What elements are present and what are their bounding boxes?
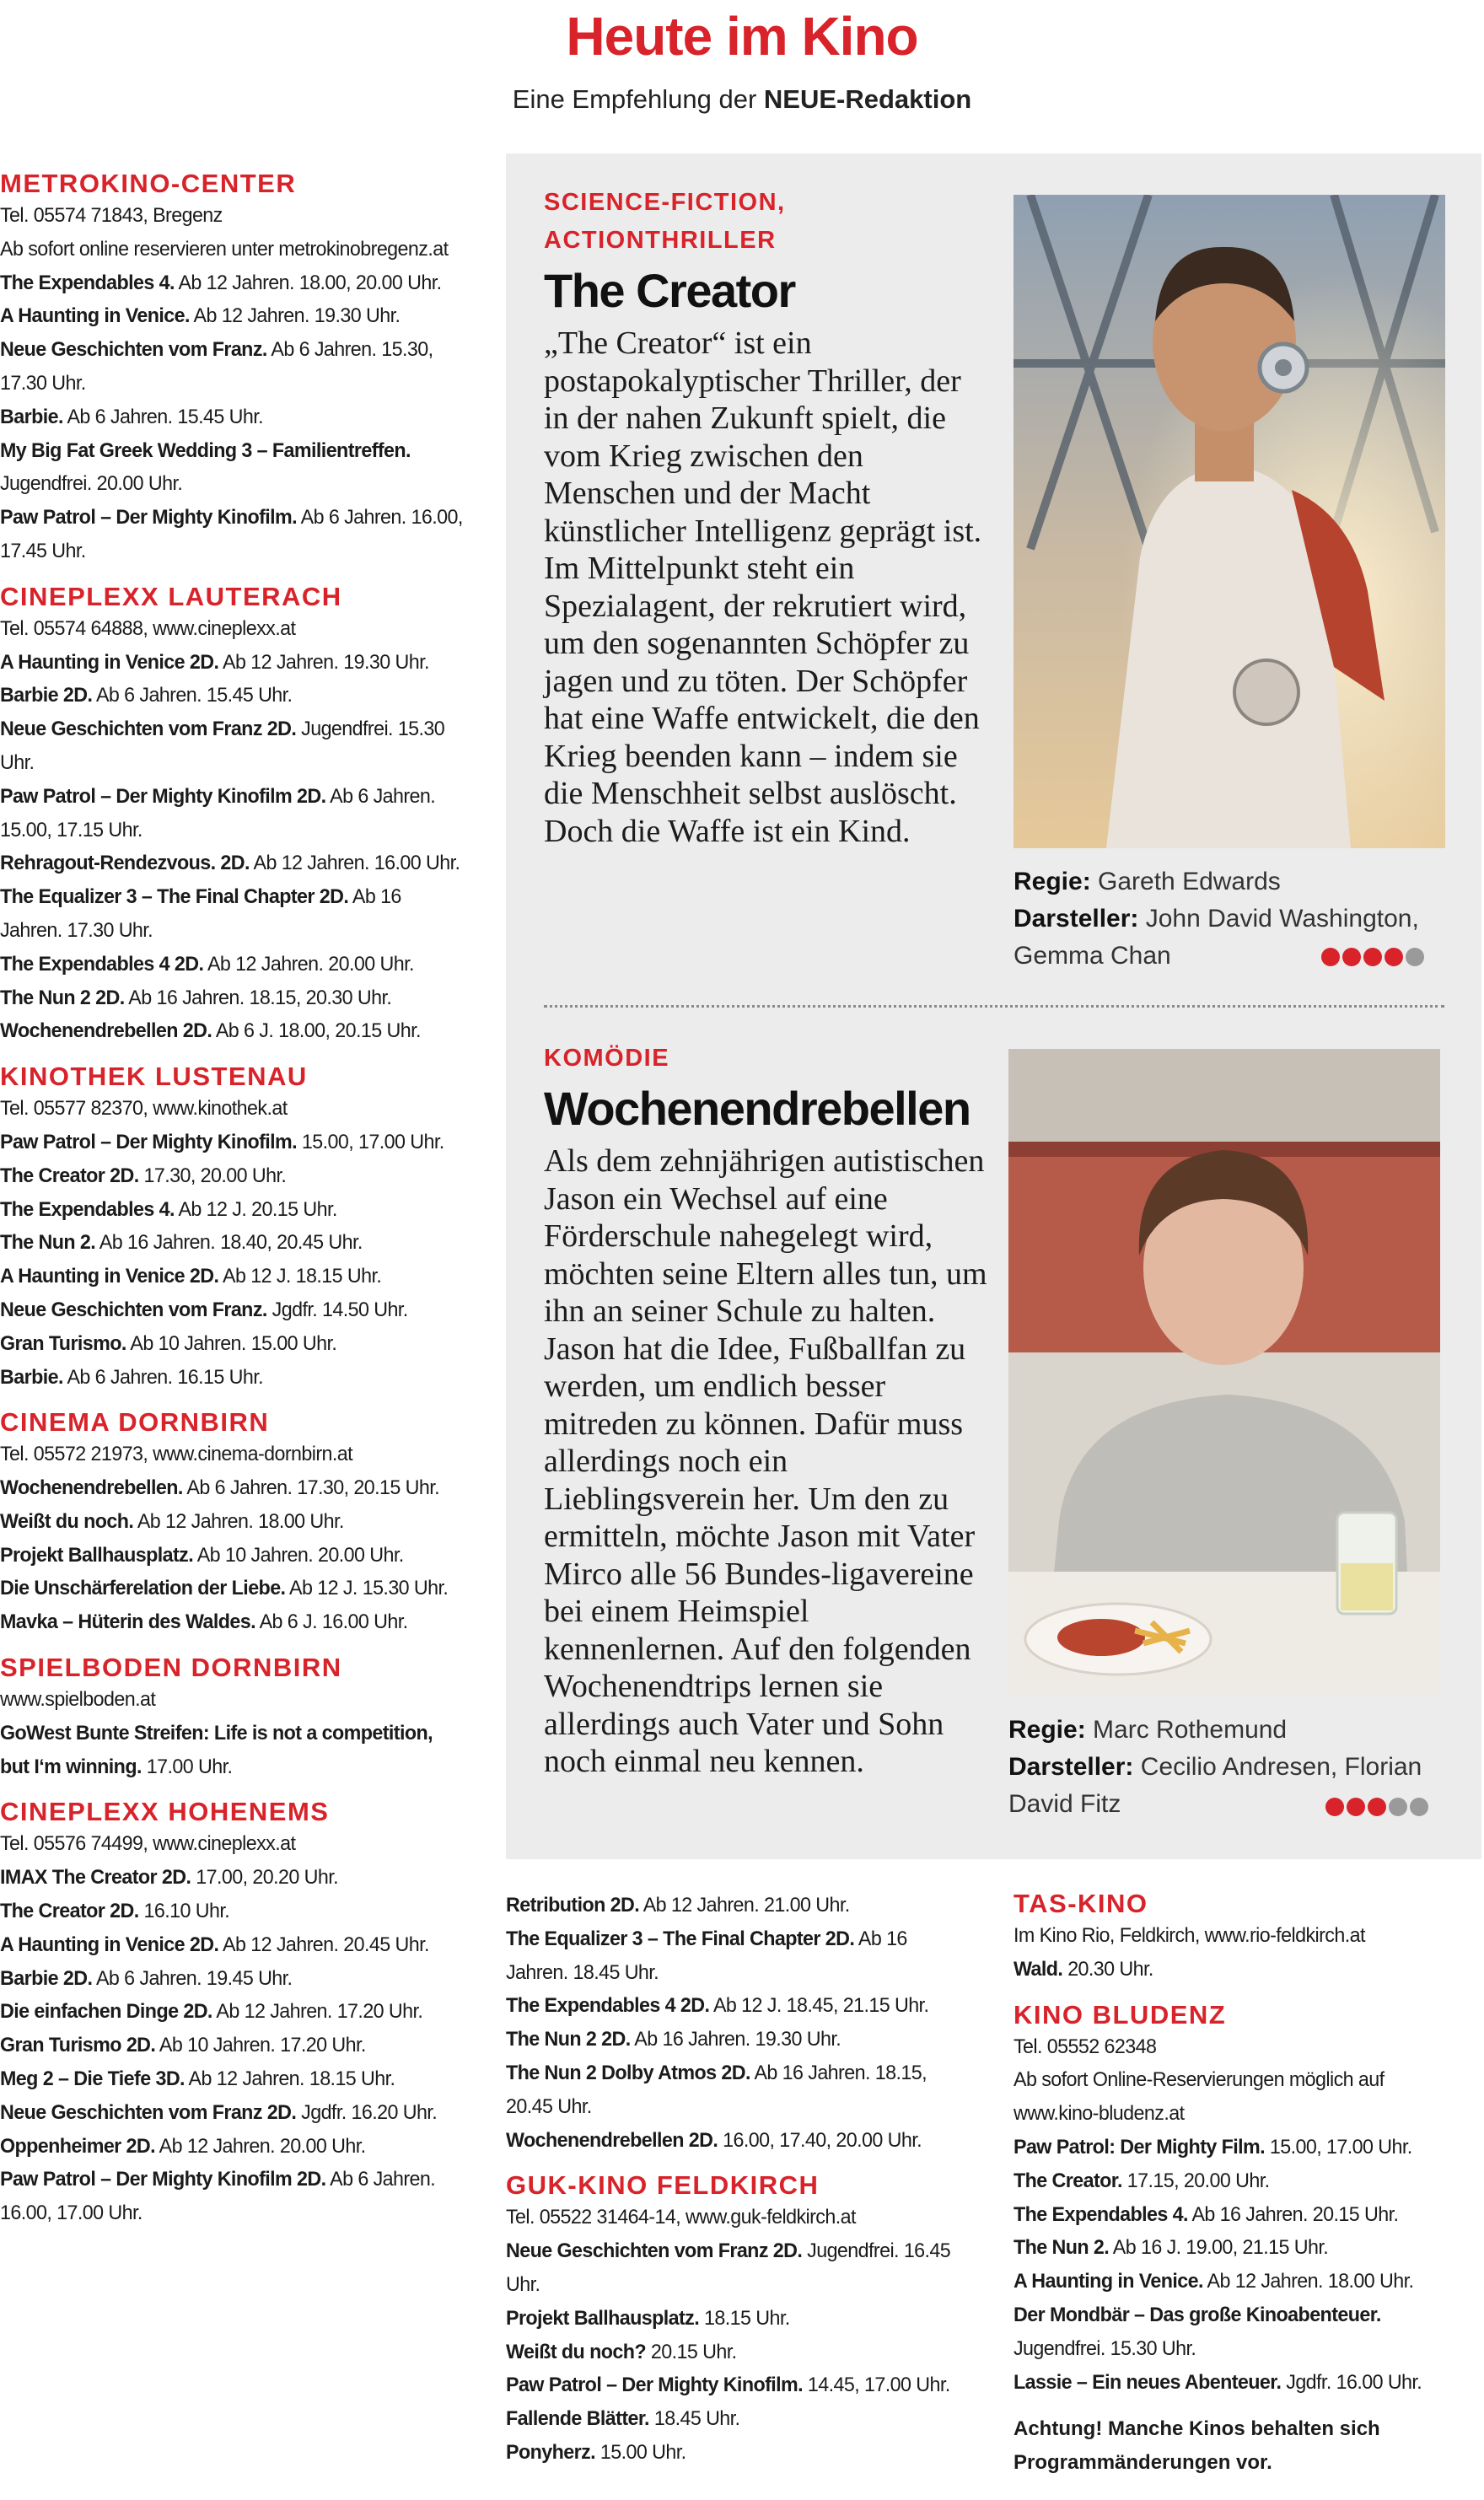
listing-entry (0, 1293, 466, 1327)
showtimes: Ab 12 J. 18.15 Uhr. (218, 1265, 382, 1288)
showtimes: Jgdfr. 16.20 Uhr. (296, 2100, 438, 2124)
listing-entry (0, 501, 466, 568)
cinema-contact: Ab sofort online reservieren unter metrokinobregenz.at (0, 237, 449, 261)
listing-entry (506, 1989, 964, 2023)
listing-entry (0, 1962, 466, 1996)
movie-title: Lassie – Ein neues Abenteuer. (1014, 2370, 1282, 2394)
movie-title: The Nun 2 2D. (0, 986, 125, 1009)
movie-title: Neue Geschichten vom Franz 2D. (0, 2100, 297, 2124)
showtimes: Ab 12 Jahren. 20.45 Uhr. (218, 1933, 429, 1956)
cinema-contact: Tel. 05576 74499, www.cineplexx.at (0, 1832, 296, 1856)
showtimes: Jugendfrei. 20.00 Uhr. (0, 472, 183, 496)
listing-entry (0, 1014, 466, 1048)
movie-title: IMAX The Creator 2D. (0, 1866, 191, 1890)
listing-entry (1014, 2366, 1468, 2400)
cinema-block (0, 1797, 481, 2230)
listing-entry (1014, 1953, 1468, 1987)
listing-entry (0, 880, 466, 948)
cinema-name: GUK-KINO FELDKIRCH (506, 2170, 820, 2201)
showtimes: Ab 12 Jahren. 17.20 Uhr. (212, 2000, 423, 2024)
cinema-name: CINEPLEXX LAUTERACH (0, 581, 342, 611)
movie-title: The Nun 2. (1014, 2236, 1110, 2260)
movie-title: Wald. (1014, 1957, 1063, 1981)
listing-entry (0, 948, 466, 981)
listing-entry (506, 2302, 964, 2336)
listing-entry (0, 712, 466, 780)
movie-title: The Expendables 4. (0, 271, 175, 294)
showtimes: Ab 6 Jahren. 19.45 Uhr. (92, 1966, 293, 1990)
showtimes: Ab 6 Jahren. 17.30, 20.15 Uhr. (182, 1476, 440, 1500)
feature-genre-2: ACTIONTHRILLER (544, 227, 777, 254)
showtimes: 17.15, 20.00 Uhr. (1121, 2169, 1270, 2192)
listing-entry (0, 847, 466, 880)
showtimes: Jgdfr. 14.50 Uhr. (266, 1298, 408, 1321)
cinema-block (506, 2170, 978, 2469)
listing-entry (0, 266, 466, 300)
cinema-block (0, 169, 481, 568)
showtimes: Ab 12 Jahren. 18.15 Uhr. (184, 2067, 395, 2091)
cinema-block (1014, 1889, 1482, 1987)
movie-title: Paw Patrol – Der Mighty Kinofilm 2D. (0, 2168, 326, 2191)
movie-title: A Haunting in Venice 2D. (0, 1933, 219, 1956)
showtimes: Ab 12 Jahren. 20.00 Uhr. (155, 2134, 366, 2158)
showtimes: 15.00, 17.00 Uhr. (297, 1130, 444, 1153)
movie-title: My Big Fat Greek Wedding 3 – Familientreffen. (0, 438, 411, 462)
rating-dot-filled (1321, 948, 1340, 966)
listing-entry (506, 2368, 964, 2402)
movie-title: Paw Patrol: Der Mighty Film. (1014, 2135, 1266, 2159)
movie-title: Die einfachen Dinge 2D. (0, 2000, 212, 2024)
showtimes: 20.15 Uhr. (646, 2340, 737, 2363)
listing-entry (0, 1861, 466, 1895)
showtimes: Ab 12 J. 18.45, 21.15 Uhr. (709, 1994, 929, 2018)
movie-title: Wochenendrebellen 2D. (506, 2128, 718, 2152)
listing-entry (0, 1126, 466, 1159)
cinema-block (0, 1062, 481, 1394)
movie-title: The Expendables 4 2D. (506, 1994, 710, 2018)
cinema-block (0, 1407, 481, 1639)
showtimes: Ab 16 Jahren. 18.15, 20.30 Uhr. (124, 986, 392, 1009)
movie-title: The Nun 2. (0, 1231, 96, 1255)
showtimes: Ab 6 Jahren. 15.00, 17.15 Uhr. (0, 784, 436, 841)
rating-dot-empty (1410, 1798, 1428, 1816)
movie-title: Neue Geschichten vom Franz 2D. (0, 718, 297, 741)
movie-title: Paw Patrol – Der Mighty Kinofilm. (0, 1130, 298, 1153)
regie-value: Marc Rothemund (1085, 1716, 1288, 1744)
rating-dots (1321, 948, 1424, 966)
listing-entry (0, 2062, 466, 2096)
movie-title: The Equalizer 3 – The Final Chapter 2D. (0, 885, 349, 909)
movie-title: The Nun 2 Dolby Atmos 2D. (506, 2061, 750, 2084)
movie-title: A Haunting in Venice 2D. (0, 650, 219, 674)
movie-title: Neue Geschichten vom Franz. (0, 338, 267, 362)
showtimes: Ab 12 Jahren. 20.00 Uhr. (203, 952, 414, 976)
darsteller-value: Cecilio Andresen, Florian David Fitz (1008, 1753, 1422, 1818)
listing-entry (506, 2234, 964, 2302)
rating-dot-filled (1325, 1798, 1344, 1816)
showtimes: Ab 6 Jahren. 15.30, 17.30 Uhr. (0, 338, 433, 395)
showtimes: Ab 6 Jahren. 16.00, 17.45 Uhr. (0, 506, 463, 562)
child-with-headset-photo (1014, 195, 1445, 848)
listing-entry (0, 1605, 466, 1639)
listing-entry (1014, 2131, 1468, 2164)
movie-title: GoWest Bunte Streifen: Life is not a competition, but I‘m winning. (0, 1721, 433, 1778)
listing-entry (0, 1505, 466, 1539)
showtimes: Ab 16 Jahren. 18.45 Uhr. (506, 1927, 907, 1984)
movie-title: Ponyherz. (506, 2440, 596, 2464)
movie-title: Barbie 2D. (0, 684, 93, 707)
showtimes: Ab 16 Jahren. 18.15, 20.45 Uhr. (506, 2061, 927, 2118)
listing-entry (0, 1895, 466, 1928)
listing-entry (1014, 2298, 1468, 2366)
listing-entry (1014, 2231, 1468, 2265)
listing-entry (506, 2402, 964, 2436)
subtitle-bold: NEUE-Redaktion (763, 84, 972, 114)
cinema-contact: Tel. 05574 64888, www.cineplexx.at (0, 616, 296, 640)
cinema-block-continued (506, 1889, 978, 2157)
showtimes: Ab 12 Jahren. 21.00 Uhr. (639, 1894, 850, 1917)
showtimes: Jugendfrei. 15.30 Uhr. (0, 718, 445, 774)
cinema-name: TAS-KINO (1014, 1889, 1148, 1918)
listing-entry (0, 1260, 466, 1293)
movie-title: A Haunting in Venice 2D. (0, 1265, 219, 1288)
movie-title: Paw Patrol – Der Mighty Kinofilm. (0, 506, 298, 530)
rating-dot-filled (1342, 948, 1361, 966)
cinema-block (0, 582, 481, 1048)
feature-divider (544, 1005, 1444, 1008)
showtimes: 18.15 Uhr. (699, 2306, 790, 2330)
listing-entry (506, 2436, 964, 2470)
listing-entry (0, 1159, 466, 1193)
listing-entry (1014, 2198, 1468, 2232)
showtimes: Ab 12 J. 15.30 Uhr. (285, 1577, 449, 1600)
cinema-contact: Tel. 05552 62348 (1014, 2035, 1157, 2058)
movie-title: The Expendables 4 2D. (0, 952, 204, 976)
showtimes: 16.10 Uhr. (138, 1900, 230, 1923)
showtimes: Ab 12 Jahren. 16.00 Uhr. (249, 852, 460, 875)
listing-entry (0, 1717, 466, 1784)
mid-column-listings (506, 1889, 978, 2483)
cinema-block (0, 1653, 481, 1783)
rating-dot-empty (1406, 948, 1424, 966)
listing-entry (506, 2056, 964, 2124)
feature-genre: SCIENCE-FICTION, (544, 189, 786, 216)
showtimes: Ab 12 Jahren. 18.00 Uhr. (1202, 2270, 1414, 2293)
movie-title: A Haunting in Venice. (1014, 2270, 1203, 2293)
listing-entry (0, 2096, 466, 2130)
showtimes: 15.00 Uhr. (595, 2440, 686, 2464)
page-title: Heute im Kino (566, 6, 918, 67)
feature-title: The Creator (544, 264, 795, 317)
showtimes: Ab 10 Jahren. 20.00 Uhr. (193, 1543, 404, 1567)
rating-dot-filled (1347, 1798, 1365, 1816)
feature-title: Wochenendrebellen (544, 1082, 971, 1135)
cinema-name: METROKINO-CENTER (0, 169, 297, 198)
showtimes: Ab 16 Jahren. 17.30 Uhr. (0, 885, 401, 942)
showtimes: Ab 16 Jahren. 20.15 Uhr. (1187, 2202, 1399, 2226)
showtimes: 20.30 Uhr. (1062, 1957, 1153, 1981)
movie-title: Wochenendrebellen. (0, 1476, 183, 1500)
showtimes: Ab 12 Jahren. 18.00 Uhr. (133, 1509, 344, 1533)
regie-label: Regie: (1014, 868, 1091, 895)
movie-title: The Creator 2D. (0, 1164, 139, 1187)
listing-entry (0, 401, 466, 434)
cinema-contact: Tel. 05577 82370, www.kinothek.at (0, 1097, 288, 1121)
showtimes: Ab 6 Jahren. 15.45 Uhr. (92, 684, 293, 707)
darsteller-label: Darsteller: (1014, 905, 1139, 933)
movie-title: The Expendables 4. (0, 1197, 175, 1221)
showtimes: 17.30, 20.00 Uhr. (138, 1164, 287, 1187)
listing-entry (0, 1995, 466, 2029)
movie-title: Neue Geschichten vom Franz 2D. (506, 2239, 803, 2263)
cinema-name: KINO BLUDENZ (1014, 1999, 1227, 2030)
listing-entry (0, 646, 466, 680)
showtimes: 17.00, 20.20 Uhr. (191, 1866, 339, 1890)
left-column-listings (0, 169, 481, 2244)
rating-dot-filled (1363, 948, 1382, 966)
listing-entry (0, 1928, 466, 1962)
feature-wochenendrebellen (544, 1040, 991, 1781)
movie-title: Der Mondbär – Das große Kinoabenteuer. (1014, 2303, 1381, 2326)
darsteller-value: John David Washington, Gemma Chan (1014, 905, 1419, 970)
listing-entry (506, 1922, 964, 1990)
movie-title: Rehragout-Rendezvous. 2D. (0, 852, 250, 875)
showtimes: Ab 6 Jahren. 16.15 Uhr. (62, 1365, 263, 1389)
listing-entry (506, 2023, 964, 2056)
showtimes: Ab 12 Jahren. 18.00, 20.00 Uhr. (174, 271, 442, 294)
movie-title: Barbie. (0, 405, 63, 428)
listing-entry (1014, 2265, 1468, 2298)
showtimes: Ab 12 J. 20.15 Uhr. (174, 1197, 337, 1221)
showtimes: Ab 6 Jahren. 15.45 Uhr. (62, 405, 263, 428)
movie-title: Barbie. (0, 1365, 63, 1389)
feature-the-creator (544, 184, 991, 850)
listing-entry (506, 2336, 964, 2369)
showtimes: Ab 10 Jahren. 17.20 Uhr. (155, 2034, 366, 2057)
showtimes: Ab 16 J. 19.00, 21.15 Uhr. (1109, 2236, 1329, 2260)
darsteller-label: Darsteller: (1008, 1753, 1134, 1781)
showtimes: Ab 16 Jahren. 18.40, 20.45 Uhr. (95, 1231, 363, 1255)
boy-at-table-photo (1008, 1049, 1440, 1695)
listing-entry (506, 2124, 964, 2158)
cinema-contact: Tel. 05522 31464-14, www.guk-feldkirch.at (506, 2206, 856, 2229)
showtimes: 16.00, 17.40, 20.00 Uhr. (718, 2128, 922, 2152)
listing-entry (0, 2130, 466, 2164)
cinema-contact: Tel. 05572 21973, www.cinema-dornbirn.at (0, 1443, 353, 1466)
movie-title: A Haunting in Venice. (0, 304, 190, 328)
showtimes: Ab 16 Jahren. 19.30 Uhr. (630, 2028, 841, 2051)
listing-entry (0, 1327, 466, 1361)
listing-entry (0, 679, 466, 712)
rating-dots (1325, 1798, 1428, 1816)
movie-title: Weißt du noch? (506, 2340, 647, 2363)
movie-title: Paw Patrol – Der Mighty Kinofilm 2D. (0, 784, 326, 808)
listing-entry (0, 1226, 466, 1260)
cinema-block (1014, 2000, 1482, 2400)
showtimes: Ab 6 J. 16.00 Uhr. (255, 1610, 408, 1634)
listing-entry (1014, 2164, 1468, 2198)
cinema-name: CINEMA DORNBIRN (0, 1407, 270, 1438)
programm-notice: Achtung! Manche Kinos behalten sich Programmänderungen vor. (1014, 2417, 1380, 2475)
movie-title: The Creator 2D. (0, 1900, 139, 1923)
listing-entry (0, 2029, 466, 2062)
movie-title: Oppenheimer 2D. (0, 2134, 156, 2158)
cinema-name: SPIELBODEN DORNBIRN (0, 1653, 342, 1683)
listing-entry (0, 780, 466, 847)
cinema-name: CINEPLEXX HOHENEMS (0, 1797, 330, 1827)
movie-title: The Creator. (1014, 2169, 1122, 2192)
movie-title: Weißt du noch. (0, 1509, 134, 1533)
movie-title: The Nun 2 2D. (506, 2028, 631, 2051)
regie-label: Regie: (1008, 1716, 1086, 1744)
feature-text: „The Creator“ ist ein postapokalyptischer Thriller, der in der nahen Zukunft spielt, die vom Krieg zwischen den Menschen und der Macht künstlicher Intelligenz geprägt ist. Im Mittelpunkt steht ein Spezialagent, der rekrutiert wird, um den sogenannten Schöpfer zu jagen und zu töten. Der Schöpfer hat eine Waffe entwickelt, die den Krieg beenden kann – indem sie die Menschheit selbst auslöscht. Doch die Waffe ist ein Kind. (544, 325, 982, 849)
movie-title: Fallende Blätter. (506, 2407, 649, 2431)
movie-title: The Equalizer 3 – The Final Chapter 2D. (506, 1927, 855, 1950)
movie-title: Paw Patrol – Der Mighty Kinofilm. (506, 2374, 804, 2397)
showtimes: Ab 12 Jahren. 19.30 Uhr. (218, 650, 429, 674)
listing-entry (0, 434, 466, 502)
showtimes: 18.45 Uhr. (648, 2407, 740, 2431)
regie-value: Gareth Edwards (1090, 868, 1281, 895)
feature-genre: KOMÖDIE (544, 1045, 670, 1072)
showtimes: Ab 6 J. 18.00, 20.15 Uhr. (212, 1019, 421, 1043)
listing-entry (0, 2163, 466, 2230)
rating-dot-empty (1389, 1798, 1407, 1816)
rating-dot-filled (1385, 948, 1403, 966)
listing-entry (0, 1539, 466, 1573)
showtimes: Ab 10 Jahren. 15.00 Uhr. (126, 1331, 337, 1355)
listing-entry (0, 1361, 466, 1395)
listing-entry (506, 1889, 964, 1922)
movie-title: Die Unschärferelation der Liebe. (0, 1577, 286, 1600)
cinema-name: KINOTHEK LUSTENAU (0, 1062, 308, 1092)
feature-text: Als dem zehnjährigen autistischen Jason ein Wechsel auf eine Förderschule nahegelegt wird, möchten seine Eltern alles tun, um ihn an seiner Schule zu halten. Jason hat die Idee, Fußballfan zu werden, um endlich besser mitreden zu können. Dafür muss allerdings noch ein Lieblingsverein her. Um den zu ermitteln, möchte Jason mit Vater Mirco alle 56 Bundes-ligavereine bei einem Heimspiel kennenlernen. Auf den folgenden Wochenendtrips lernen sie allerdings auch Vater und Sohn noch einmal neu kennen. (544, 1143, 987, 1779)
movie-title: Gran Turismo 2D. (0, 2034, 156, 2057)
showtimes: 17.00 Uhr. (141, 1755, 233, 1778)
cinema-contact: Ab sofort Online-Reservierungen möglich auf www.kino-bludenz.at (1014, 2068, 1385, 2126)
showtimes: Jugendfrei. 16.45 Uhr. (506, 2239, 951, 2296)
cinema-contact: www.spielboden.at (0, 1688, 156, 1712)
showtimes: Jugendfrei. 15.30 Uhr. (1014, 2336, 1196, 2360)
movie-title: Gran Turismo. (0, 1331, 126, 1355)
showtimes: 14.45, 17.00 Uhr. (803, 2374, 950, 2397)
movie-title: Projekt Ballhausplatz. (0, 1543, 194, 1567)
subtitle-text: Eine Empfehlung der (512, 84, 764, 114)
listing-entry (0, 981, 466, 1015)
movie-title: Projekt Ballhausplatz. (506, 2306, 700, 2330)
listing-entry (0, 1193, 466, 1227)
showtimes: Ab 6 Jahren. 16.00, 17.00 Uhr. (0, 2168, 436, 2225)
movie-title: The Expendables 4. (1014, 2202, 1188, 2226)
listing-entry (0, 299, 466, 333)
right-column-listings (1014, 1889, 1482, 2500)
listing-entry (0, 333, 466, 401)
page-subtitle (0, 84, 1484, 115)
showtimes: Ab 12 Jahren. 19.30 Uhr. (189, 304, 401, 328)
cinema-contact: Im Kino Rio, Feldkirch, www.rio-feldkirch.at (1014, 1924, 1365, 1947)
movie-title: Barbie 2D. (0, 1966, 93, 1990)
movie-title: Meg 2 – Die Tiefe 3D. (0, 2067, 185, 2091)
movie-title: Wochenendrebellen 2D. (0, 1019, 212, 1043)
showtimes: 15.00, 17.00 Uhr. (1265, 2135, 1412, 2159)
movie-title: Retribution 2D. (506, 1894, 640, 1917)
showtimes: Jgdfr. 16.00 Uhr. (1281, 2370, 1422, 2394)
movie-title: Neue Geschichten vom Franz. (0, 1298, 267, 1321)
cinema-contact: Tel. 05574 71843, Bregenz (0, 204, 223, 227)
listing-entry (0, 1471, 466, 1505)
rating-dot-filled (1368, 1798, 1386, 1816)
movie-title: Mavka – Hüterin des Waldes. (0, 1610, 255, 1634)
listing-entry (0, 1572, 466, 1605)
